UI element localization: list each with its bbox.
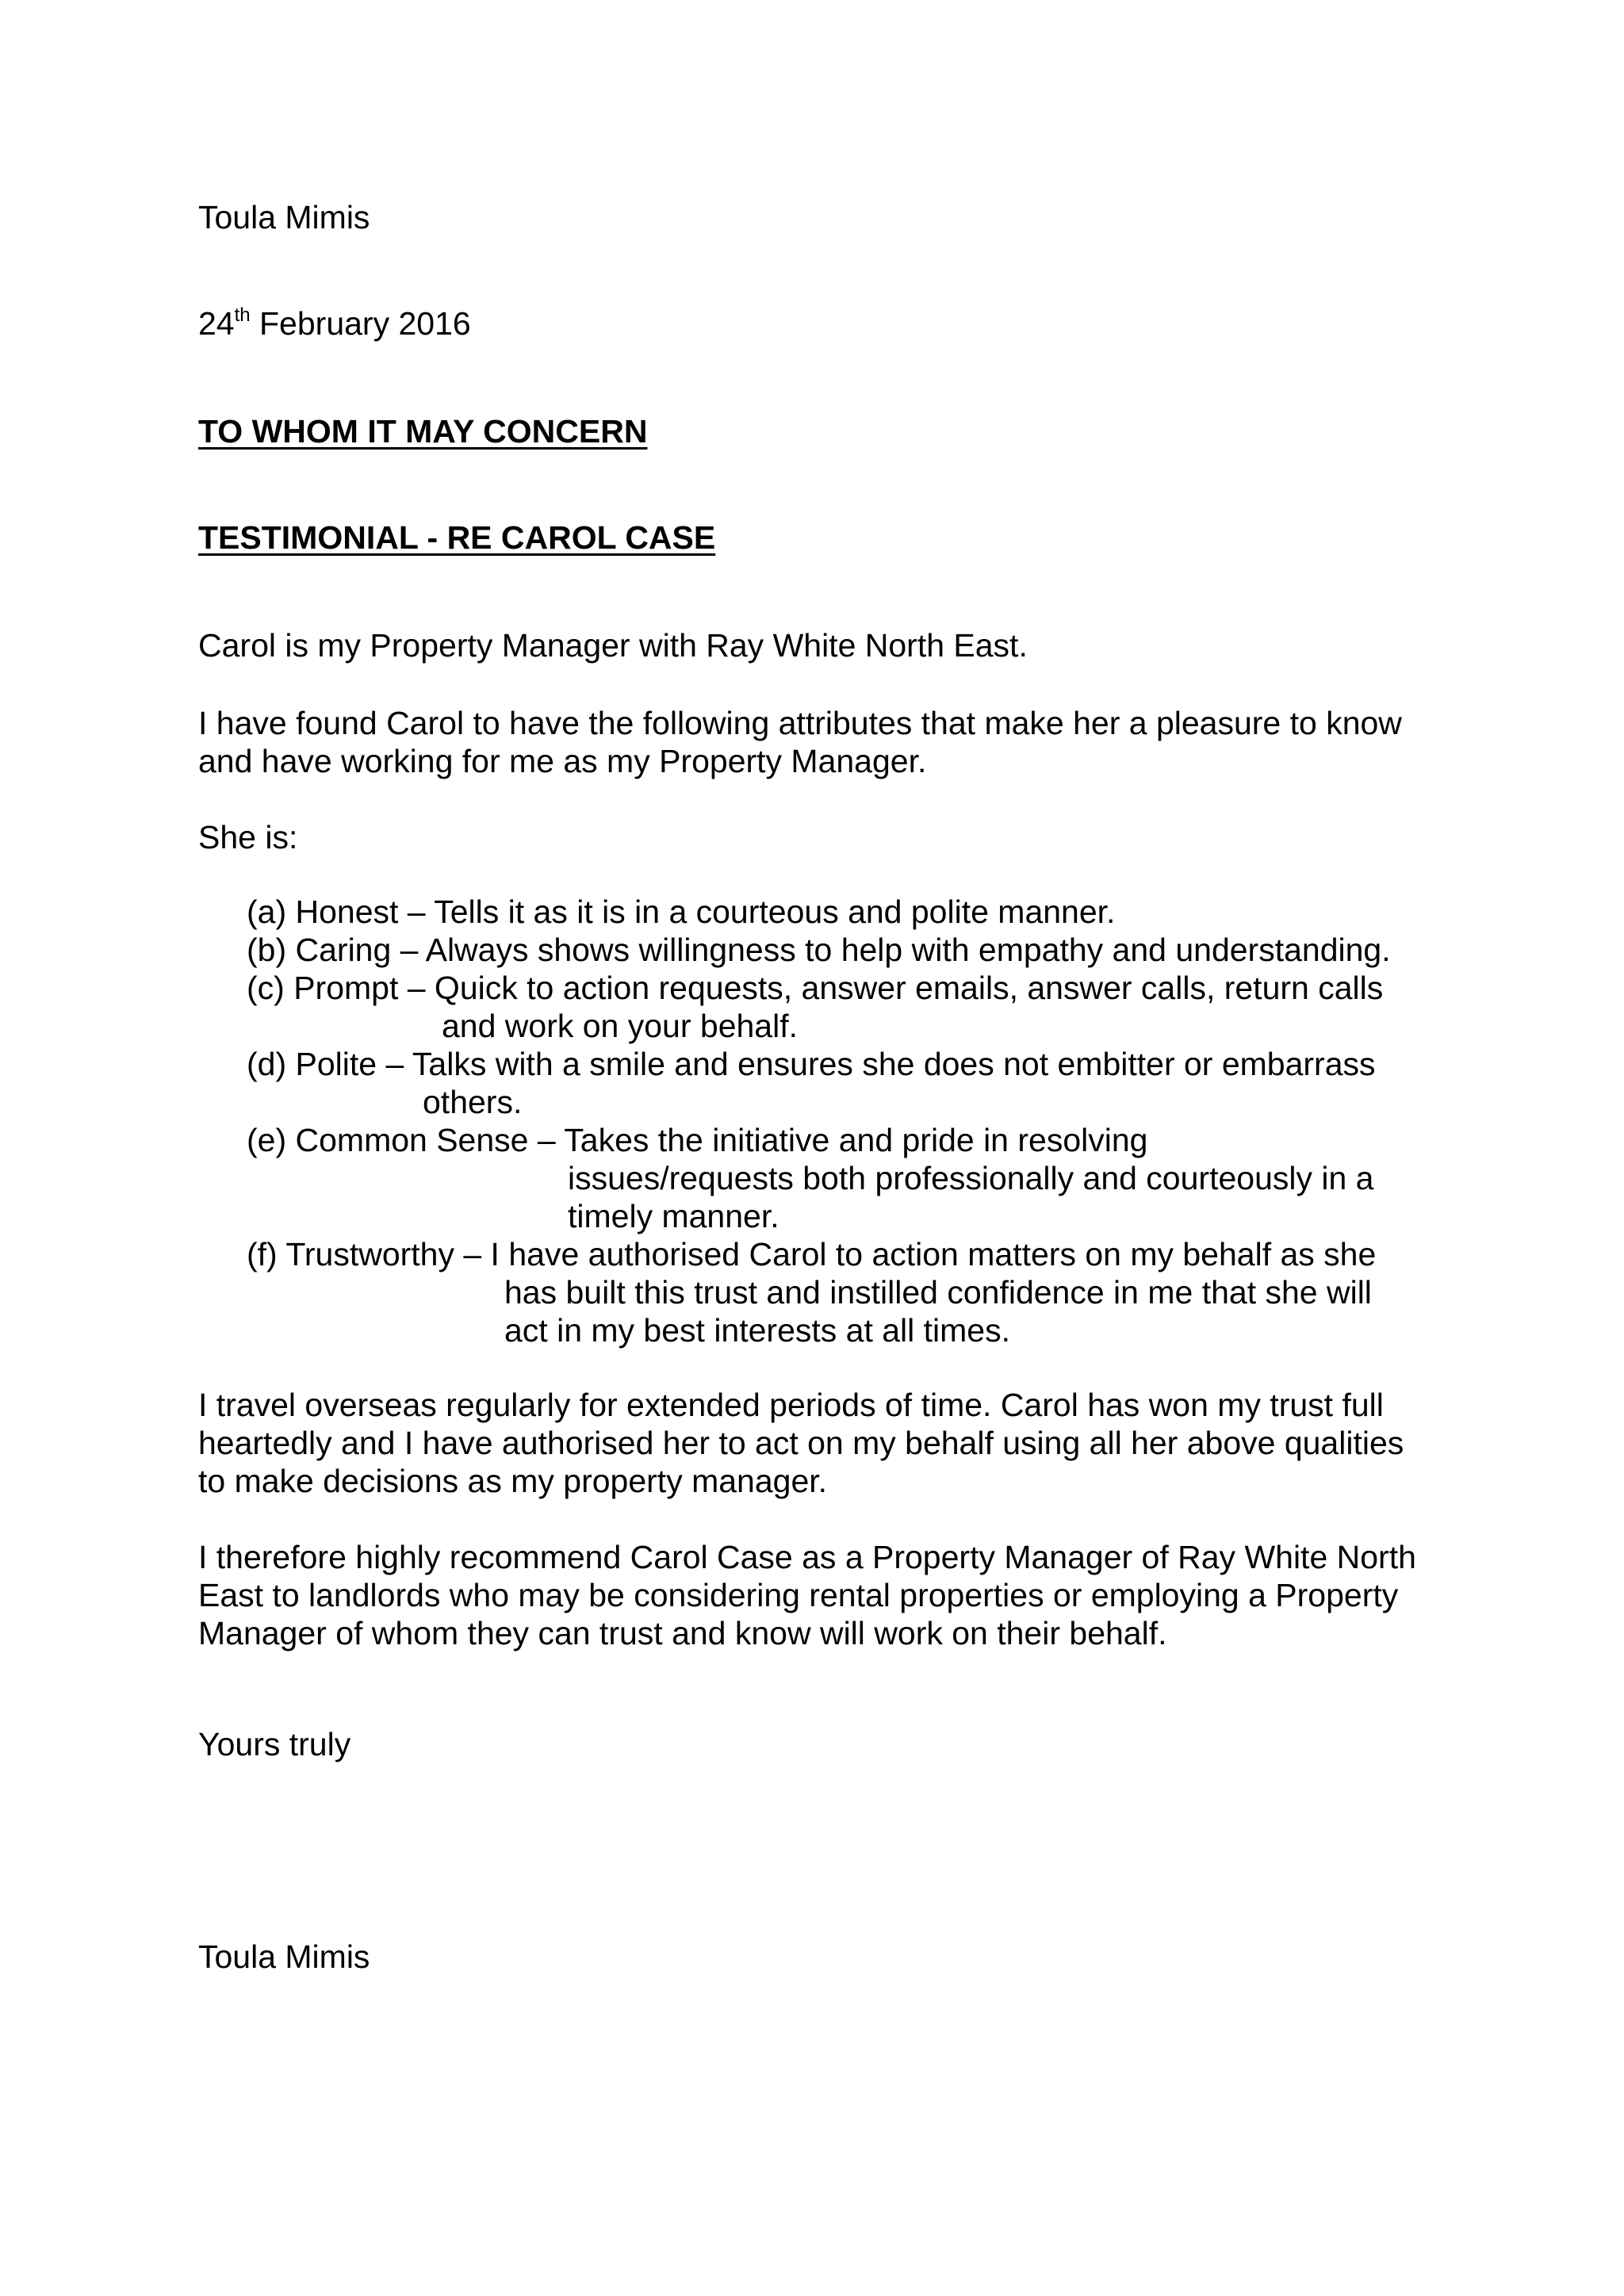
attribute-line: (d) Polite – Talks with a smile and ensures she does not embitter or embarrass <box>247 1046 1376 1082</box>
attribute-line: (c) Prompt – Quick to action requests, answer emails, answer calls, return calls <box>247 970 1384 1006</box>
attribute-line: (b) Caring – Always shows willingness to help with empathy and understanding. <box>247 932 1391 968</box>
attribute-line: (a) Honest – Tells it as it is in a courteous and polite manner. <box>247 894 1116 930</box>
attribute-line: issues/requests both professionally and courteously in a <box>568 1160 1374 1196</box>
sender-name: Toula Mimis <box>198 199 370 235</box>
date-month-year: February 2016 <box>250 305 471 342</box>
attribute-prompt <box>247 969 1436 1045</box>
paragraph-line: I travel overseas regularly for extended periods of time. Carol has won my trust full <box>198 1387 1384 1423</box>
paragraph-line: heartedly and I have authorised her to act on my behalf using all her above qualities <box>198 1425 1404 1461</box>
paragraph-line: I therefore highly recommend Carol Case as a Property Manager of Ray White North <box>198 1539 1416 1575</box>
attributes-list <box>247 893 1436 1349</box>
attribute-honest <box>247 893 1436 931</box>
salutation-heading: TO WHOM IT MAY CONCERN <box>198 413 648 450</box>
paragraph-line: East to landlords who may be considering rental properties or employing a Property <box>198 1577 1399 1613</box>
attribute-line: and work on your behalf. <box>442 1008 798 1044</box>
she-is-label: She is: <box>198 819 298 855</box>
attribute-line: timely manner. <box>568 1198 779 1234</box>
attributes-intro-paragraph <box>198 704 1435 780</box>
attribute-line: act in my best interests at all times. <box>504 1312 1011 1349</box>
recommendation-paragraph <box>198 1538 1435 1652</box>
attribute-line: has built this trust and instilled confidence in me that she will <box>504 1274 1372 1311</box>
attribute-line: (e) Common Sense – Takes the initiative and pride in resolving <box>247 1122 1148 1158</box>
attribute-polite <box>247 1045 1436 1121</box>
paragraph-line: I have found Carol to have the following attributes that make her a pleasure to know <box>198 705 1402 741</box>
subject-heading: TESTIMONIAL - RE CAROL CASE <box>198 519 716 556</box>
paragraph-line: and have working for me as my Property Manager. <box>198 743 927 779</box>
travel-paragraph <box>198 1386 1435 1500</box>
signature-name: Toula Mimis <box>198 1938 370 1975</box>
attribute-caring <box>247 931 1436 969</box>
attribute-trustworthy <box>247 1235 1436 1349</box>
letter-date <box>198 304 471 342</box>
attribute-common-sense <box>247 1121 1436 1235</box>
intro-paragraph: Carol is my Property Manager with Ray White North East. <box>198 627 1028 664</box>
attribute-line: (f) Trustworthy – I have authorised Carol to action matters on my behalf as she <box>247 1236 1377 1272</box>
date-ordinal-suffix: th <box>234 304 251 327</box>
closing: Yours truly <box>198 1726 351 1762</box>
paragraph-line: to make decisions as my property manager. <box>198 1463 828 1499</box>
paragraph-line: Manager of whom they can trust and know will work on their behalf. <box>198 1615 1167 1651</box>
date-day: 24 <box>198 305 235 342</box>
attribute-line: others. <box>423 1084 523 1120</box>
